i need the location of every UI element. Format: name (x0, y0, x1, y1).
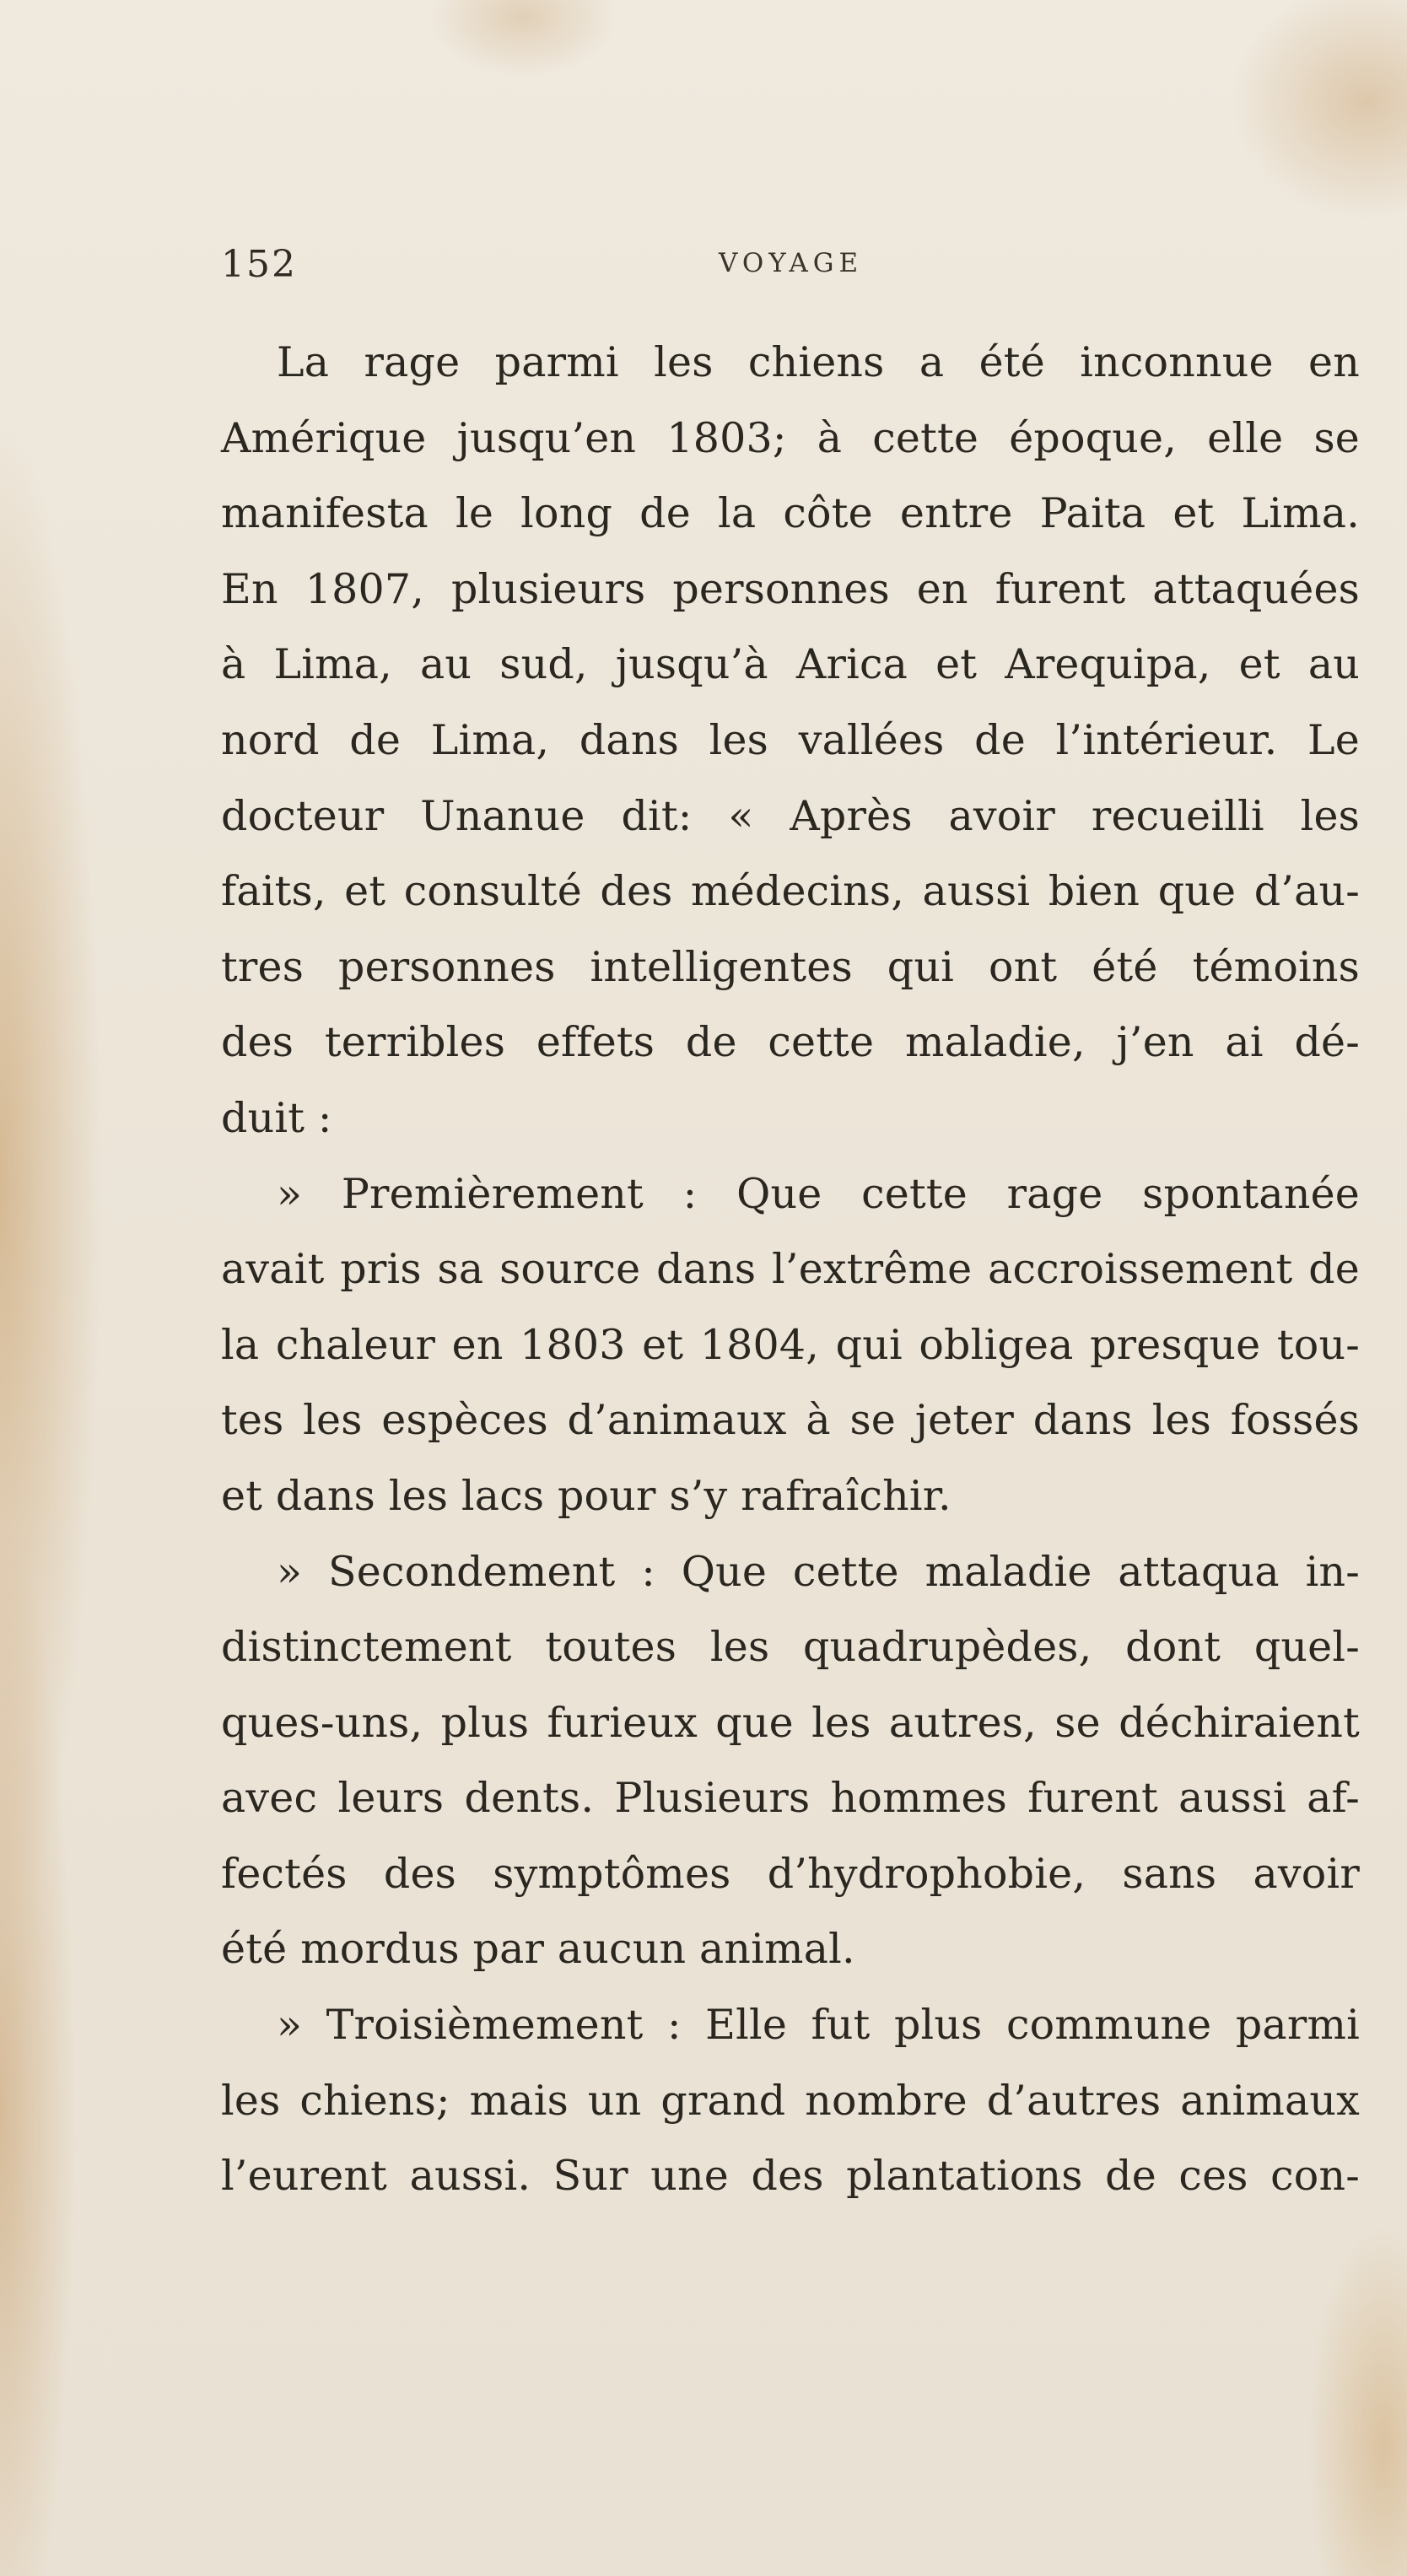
text-line: fectés des symptômes d’hydrophobie, sans avoir (221, 1849, 1360, 1898)
text-line: tres personnes intelligentes qui ont été témoins (221, 942, 1360, 991)
text-line: la chaleur en 1803 et 1804, qui obligea presque tou- (221, 1320, 1360, 1369)
text-line: » Premièrement : Que cette rage spontanée (277, 1169, 1360, 1218)
text-line: distinctement toutes les quadrupèdes, dont quel- (221, 1623, 1360, 1672)
text-line: nord de Lima, dans les vallées de l’intérieur. Le (221, 715, 1360, 764)
text-line: manifesta le long de la côte entre Paita et Lima. (221, 489, 1360, 538)
text-line: tes les espèces d’animaux à se jeter dans les fossés (221, 1396, 1360, 1445)
page-number: 152 (221, 243, 297, 286)
body-text (221, 325, 1360, 2214)
text-line: » Secondement : Que cette maladie attaqua in- (277, 1547, 1360, 1596)
text-line: docteur Unanue dit: « Après avoir recueilli les (221, 791, 1360, 840)
text-line: les chiens; mais un grand nombre d’autres animaux (221, 2076, 1360, 2125)
text-line: » Troisièmement : Elle fut plus commune parmi (277, 2001, 1360, 2050)
text-line: La rage parmi les chiens a été inconnue en (277, 338, 1360, 386)
text-line: avait pris sa source dans l’extrême accroissement de (221, 1245, 1360, 1294)
page-header (221, 236, 1360, 295)
text-line: des terribles effets de cette maladie, j’en ai dé- (221, 1018, 1360, 1067)
text-line: avec leurs dents. Plusieurs hommes furent aussi af- (221, 1774, 1360, 1823)
text-line: Amérique jusqu’en 1803; à cette époque, elle se (221, 413, 1360, 462)
text-line: et dans les lacs pour s’y rafraîchir. (221, 1471, 951, 1520)
text-line: faits, et consulté des médecins, aussi bien que d’au- (221, 867, 1360, 916)
text-line: ques-uns, plus furieux que les autres, se déchiraient (221, 1698, 1360, 1747)
text-line: été mordus par aucun animal. (221, 1925, 855, 1974)
running-title: VOYAGE (719, 248, 864, 278)
text-line: l’eurent aussi. Sur une des plantations de ces con- (221, 2152, 1360, 2201)
text-line: En 1807, plusieurs personnes en furent attaquées (221, 564, 1360, 613)
text-line: duit : (221, 1093, 332, 1142)
text-line: à Lima, au sud, jusqu’à Arica et Arequipa, et au (221, 640, 1360, 689)
